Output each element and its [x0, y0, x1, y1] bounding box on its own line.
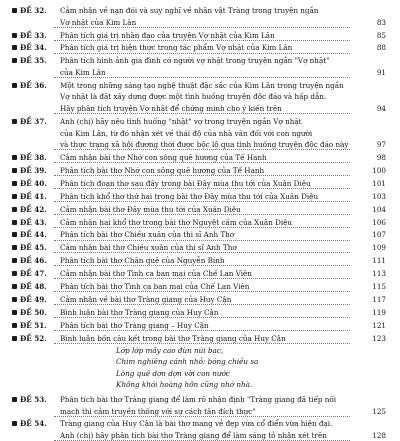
toc-entry-title-line: Hãy phân tích truyện Vợ nhặt để chứng minh cho ý kiến trên: [60, 104, 282, 113]
bullet-square-icon: [12, 83, 17, 88]
dotted-separator: [54, 175, 350, 176]
toc-entry-page-number: 123: [372, 333, 386, 343]
toc-entry-title-line: Vợ nhặt là đặt xây dựng được một tình huống truyện độc đáo và hấp dẫn.: [60, 92, 327, 102]
toc-entry-number: ĐỀ 37.: [20, 116, 47, 126]
toc-entry-title: Cảm nhận bài thơ Tình ca ban mai của Chế Lan Viên: [60, 269, 252, 279]
toc-entry-title: Phân tích hình ảnh gia đình có người vợ nhặt trong truyện ngắn "Vợ nhặt": [60, 56, 330, 66]
bullet-square-icon: [12, 421, 17, 426]
bullet-square-icon: [12, 232, 17, 237]
toc-entry-number: ĐỀ 44.: [20, 230, 47, 240]
bullet-square-icon: [12, 194, 17, 199]
toc-entry-number: ĐỀ 43.: [20, 217, 47, 227]
toc-entry-title: Cảm nhận bài thơ Chiều xuân của thi sĩ Anh Thơ: [60, 243, 237, 253]
toc-entry-number: ĐỀ 46.: [20, 256, 47, 266]
toc-entry-page-number: 115: [372, 282, 386, 291]
bullet-square-icon: [12, 323, 17, 328]
bullet-square-icon: [12, 155, 17, 160]
toc-entry-number: ĐỀ 48.: [20, 282, 47, 291]
bullet-square-icon: [12, 8, 17, 13]
bullet-square-icon: [12, 258, 17, 263]
toc-entry-title-line: Vợ nhặt của Kim Lân: [60, 17, 137, 27]
dotted-separator: [54, 27, 350, 28]
toc-entry-page-number: 109: [372, 243, 386, 253]
dotted-separator: [54, 240, 350, 241]
toc-entry-number: ĐỀ 45.: [20, 243, 47, 253]
toc-entry-title-line: mạch thi cảm truyền thống với sự cách tân đích thực": [60, 406, 256, 416]
toc-entry-number: ĐỀ 36.: [20, 80, 47, 90]
dotted-separator: [54, 53, 350, 54]
toc-entry-page-number: 106: [372, 217, 386, 227]
toc-entry-number: ĐỀ 39.: [20, 165, 47, 175]
toc-entry[interactable]: [0, 394, 400, 405]
bullet-square-icon: [12, 336, 17, 341]
toc-entry-page-number: 94: [376, 104, 386, 113]
bullet-square-icon: [12, 207, 17, 212]
toc-entry-title: Tràng giang của Huy Cận là bài thơ mang vẻ đẹp vừa cổ điển vừa hiện đại.: [60, 419, 333, 429]
toc-entry-title: Phân tích bài thơ Nhớ con sông quê hương của Tế Hanh: [60, 165, 265, 175]
toc-entry-page-number: 103: [372, 191, 386, 201]
toc-entry[interactable]: [0, 418, 400, 429]
toc-entry-number: ĐỀ 50.: [20, 307, 47, 317]
toc-entry-page-number: 111: [372, 256, 386, 266]
toc-entry-title: Phân tích giá trị nhân đạo của truyện Vợ nhặt của Kim Lân: [60, 30, 275, 40]
toc-entry[interactable]: [0, 55, 400, 66]
bullet-square-icon: [12, 181, 17, 186]
dotted-separator: [54, 330, 350, 331]
toc-entry-title: Cảm nhận về nạn đói và suy nghĩ về nhân vật Tràng trong truyện ngắn: [60, 6, 319, 15]
toc-entry-title: Cảm nhận bài thơ Nhớ con sông quê hương của Tế Hanh: [60, 153, 267, 162]
toc-entry-title: Phân tích khổ thơ thứ hai trong bài thơ Đây mùa thu tới của Xuân Diệu: [60, 191, 319, 201]
dotted-separator: [54, 149, 350, 150]
toc-entry-title: Phân tích bài thơ Chân quê của Nguyễn Bính: [60, 256, 225, 266]
toc-entry[interactable]: [0, 116, 400, 127]
bullet-square-icon: [12, 119, 17, 124]
toc-entry-page-number: 100: [372, 165, 386, 175]
toc-entry-title: Phân tích bài thơ Tràng giang – Huy Cận: [60, 320, 209, 330]
toc-entry-title-line: và thực trạng xã hội đương thời được bộc lộ qua tình huống truyện độc đáo này: [60, 140, 349, 150]
bullet-square-icon: [12, 220, 17, 225]
bullet-square-icon: [12, 271, 17, 276]
dotted-separator: [54, 201, 350, 202]
toc-entry-number: ĐỀ 34.: [20, 43, 47, 53]
toc-entry[interactable]: [0, 80, 400, 91]
toc-entry-title: Một trong những sáng tạo nghệ thuật đặc sắc của Kim Lân trong truyện ngắn: [60, 80, 344, 90]
dotted-separator: [54, 291, 350, 292]
bullet-square-icon: [12, 168, 17, 173]
dotted-separator: [54, 343, 350, 344]
toc-entry-title-line: của Kim Lân: [60, 67, 106, 77]
toc-entry-number: ĐỀ 42.: [20, 204, 47, 214]
bullet-square-icon: [12, 297, 17, 302]
toc-entry-page-number: 128: [372, 431, 386, 440]
toc-entry-number: ĐỀ 35.: [20, 56, 47, 66]
poem-line: Lớp lớp mây cao đùn núi bạc,: [116, 345, 224, 355]
toc-entry-page-number: 125: [372, 406, 386, 416]
dotted-separator: [54, 188, 350, 189]
toc-entry-title: Cảm nhận về bài thơ Tràng giang của Huy Cận: [60, 294, 232, 304]
toc-entry-page-number: 91: [376, 67, 386, 77]
toc-entry-number: ĐỀ 40.: [20, 178, 47, 188]
toc-entry-title-line: Anh (chị) hãy phân tích bài thơ Tràng giang để làm sáng tỏ nhận xét trên: [60, 431, 327, 440]
dotted-separator: [54, 252, 350, 253]
toc-entry-number: ĐỀ 38.: [20, 153, 47, 162]
toc-entry-number: ĐỀ 53.: [20, 394, 47, 404]
toc-entry-title-line: của Kim Lân, từ đó nhận xét về thái độ của nhà văn đối với con người: [60, 128, 313, 138]
toc-entry-number: ĐỀ 52.: [20, 333, 47, 343]
toc-entry-page-number: 121: [372, 320, 386, 330]
dotted-separator: [54, 113, 350, 114]
toc-entry-page-number: 97: [376, 140, 386, 150]
poem-line: Không khói hoàng hôn cũng nhớ nhà.: [116, 380, 253, 390]
toc-entry-page-number: 117: [372, 294, 386, 304]
toc-entry-number: ĐỀ 54.: [20, 419, 47, 429]
dotted-separator: [54, 304, 350, 305]
bullet-square-icon: [12, 245, 17, 250]
bullet-square-icon: [12, 58, 17, 63]
toc-entry-page-number: 88: [376, 43, 386, 53]
toc-entry-number: ĐỀ 41.: [20, 191, 47, 201]
toc-entry-title: Anh (chị) hãy nêu tình huống "nhặt" vợ trong truyện ngắn Vợ nhặt: [60, 116, 302, 126]
dotted-separator: [54, 214, 350, 215]
toc-entry-page-number: 83: [376, 17, 386, 27]
toc-entry-page-number: 119: [372, 307, 386, 317]
toc-entry[interactable]: [0, 5, 400, 16]
poem-line: Chim nghiêng cánh nhỏ: bóng chiều sa: [116, 357, 259, 367]
dotted-separator: [54, 317, 350, 318]
bullet-square-icon: [12, 33, 17, 38]
dotted-separator: [54, 227, 350, 228]
bullet-square-icon: [12, 397, 17, 402]
toc-entry-page-number: 98: [376, 153, 386, 162]
dotted-separator: [54, 265, 350, 266]
toc-entry-title: Phân tích bài thơ Tình ca ban mai của Chế Lan Viên: [60, 282, 250, 291]
toc-entry-title: Bình luận bốn câu kết trong bài thơ Tràng giang của Huy Cận: [60, 333, 286, 343]
bullet-square-icon: [12, 45, 17, 50]
toc-entry-page-number: 101: [372, 178, 386, 188]
toc-entry-title: Phân tích bài thơ Chiều xuân của thi sĩ Anh Thơ: [60, 230, 235, 240]
toc-entry-title: Bình luận bài thơ Tràng giang của Huy Cận: [60, 307, 219, 317]
toc-entry-page-number: 113: [372, 269, 386, 279]
toc-entry-title: Phân tích bài thơ Tràng giang để làm rõ nhận định "Tràng giang đã tiếp nối: [60, 394, 337, 404]
dotted-separator: [54, 40, 350, 41]
toc-entry-number: ĐỀ 32.: [20, 6, 47, 15]
toc-entry-number: ĐỀ 51.: [20, 320, 47, 330]
toc-entry-title: Cảm nhận bài thơ Đây mùa thu tới của Xuân Diệu: [60, 204, 241, 214]
toc-entry-title: Phân tích đoạn thơ sau đây trong bài Đây mùa thu tới của Xuân Diệu: [60, 178, 311, 188]
dotted-separator: [54, 77, 350, 78]
toc-entry-continuation: [0, 91, 400, 102]
toc-entry-page-number: 104: [372, 204, 386, 214]
bullet-square-icon: [12, 310, 17, 315]
toc-entry-number: ĐỀ 47.: [20, 269, 47, 279]
toc-entry-page-number: 85: [376, 30, 386, 40]
bullet-square-icon: [12, 284, 17, 289]
toc-entry-number: ĐỀ 49.: [20, 294, 47, 304]
toc-entry-page-number: 107: [372, 230, 386, 240]
poem-line: Lòng quê dợn dợn vời con nước: [116, 368, 230, 378]
toc-entry-number: ĐỀ 33.: [20, 30, 47, 40]
toc-entry-title: Phân tích giá trị hiện thực trong tác phẩm Vợ nhặt của Kim Lân: [60, 43, 293, 53]
toc-entry-continuation: [0, 128, 400, 139]
toc-entry-title: Cảm nhận hai khổ thơ trong bài thơ Nguyệt cầm của Xuân Diệu: [60, 217, 293, 227]
dotted-separator: [54, 278, 350, 279]
dotted-separator: [54, 416, 350, 417]
dotted-separator: [54, 162, 350, 163]
